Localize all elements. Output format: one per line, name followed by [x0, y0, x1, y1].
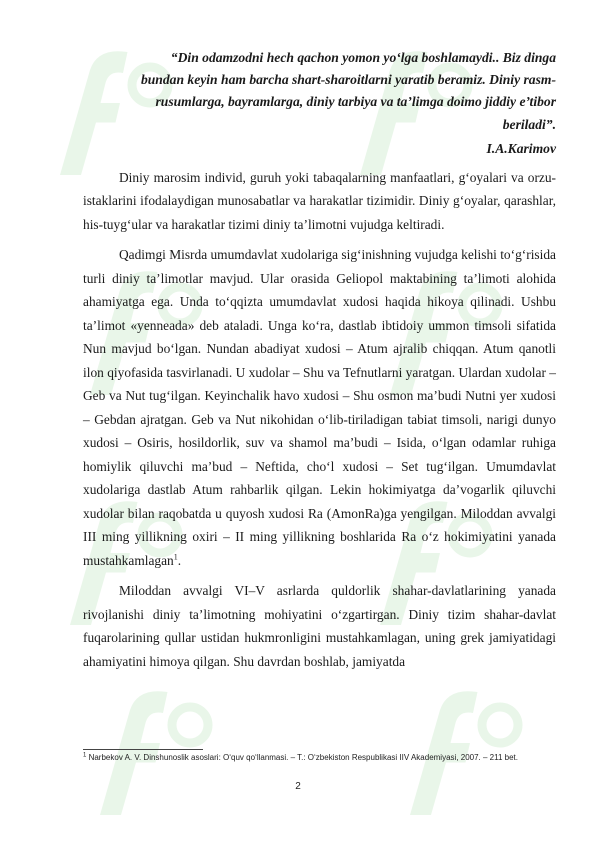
paragraph [83, 243, 556, 572]
footnote-number: 1 [83, 752, 87, 759]
paragraph [83, 579, 556, 673]
footnote-reference[interactable]: 1 [173, 552, 178, 562]
paragraph-tail: . [177, 552, 182, 568]
paragraph-text: Diniy marosim individ, guruh yoki tabaqalarning manfaatlari, g‘oyalari va orzu-istaklarini ifodalaydigan munosabatlar va harakatlar tizimidir. Diniy g‘oyalar, qarashlar, his-tuyg‘ular va harakatlar tizimi diniy ta’limotni vujudga keltiradi. [83, 169, 556, 232]
epigraph-line: “Din odamzodni hech qachon yomon yo‘lga boshlamaydi.. Biz dinga [170, 50, 556, 65]
epigraph-line: rusumlarga, bayramlarga, diniy tarbiya va ta’limga doimo jiddiy e’tibor [155, 94, 556, 110]
paragraph-text: Qadimgi Misrda umumdavlat xudolariga sig‘inishning vujudga kelishi to‘g‘risida turli diniy ta’limotlar mavjud. Ular orasida Geliopol maktabining ta’limoti alohida ahamiyatga ega. Unda to‘qqizta umumdavlat xudosi haqida hikoya qilinadi. Ushbu ta’limot «yenneada» deb ataladi. Unga ko‘ra, dastlab ibtidoiy ummon timsoli sifatida Nun mavjud bo‘lgan. Nundan abadiyat xudosi – Atum ajralib chiqqan. Atum qanotli ilon qiyofasida tasvirlanadi. U xudolar – Shu va Tefnutlarni yaratgan. Ulardan xudolar – Geb va Nut tug‘ilgan. Keyinchalik havo xudosi – Shu osmon ma’budi Nutni yer xudosi – Gebdan ajratgan. Geb va Nut nikohidan o‘lib-tiriladigan tabiat timsoli, narigi dunyo xudosi – Osiris, hosildorlik, suv va shamol ma’budi – Isida, o‘lgan odamlar ruhiga homiylik qiluvchi ma’bud – Neftida, cho‘l xudosi – Set tug‘ilgan. Umumdavlat xudolariga dastlab Atum rahbarlik qilgan. Lekin hokimiyatga da’vogarlik qiluvchi xudolar bilan raqobatda u quyosh xudosi Ra (AmonRa)ga yengilgan. Miloddan avvalgi III ming yillikning oxiri – II ming yillikning boshlarida Ra o‘z hokimiyatini yanada mustahkamlagan [83, 247, 556, 568]
paragraph-text: Miloddan avvalgi VI–V asrlarda quldorlik shahar-davlatlarining yanada rivojlanishi diniy ta’limotning mohiyatini o‘zgartirgan. Diniy tizim shahar-davlat fuqarolarining qullar ustidan hukmronligini mustahkamlagan, uning grek jamiyatidagi ahamiyatini himoya qilgan. Shu davrdan boshlab, jamiyatda [83, 583, 556, 669]
page-body [83, 47, 556, 680]
footnote-text: Narbekov A. V. Dinshunoslik asoslari: O‘quv qo‘llanmasi. – T.: O‘zbekiston Respublikasi IIV Akademiyasi, 2007. – 211 bet. [88, 753, 518, 762]
page-number: 2 [295, 781, 301, 792]
epigraph-author: I.A.Karimov [486, 140, 556, 156]
epigraph-line: beriladi”. [502, 116, 556, 132]
epigraph-line: bundan keyin ham barcha shart-sharoitlarni yaratib beramiz. Diniy rasm- [140, 72, 556, 88]
footnote [83, 753, 553, 764]
epigraph [83, 47, 556, 136]
footnote-divider [83, 749, 203, 750]
paragraph [83, 166, 556, 237]
